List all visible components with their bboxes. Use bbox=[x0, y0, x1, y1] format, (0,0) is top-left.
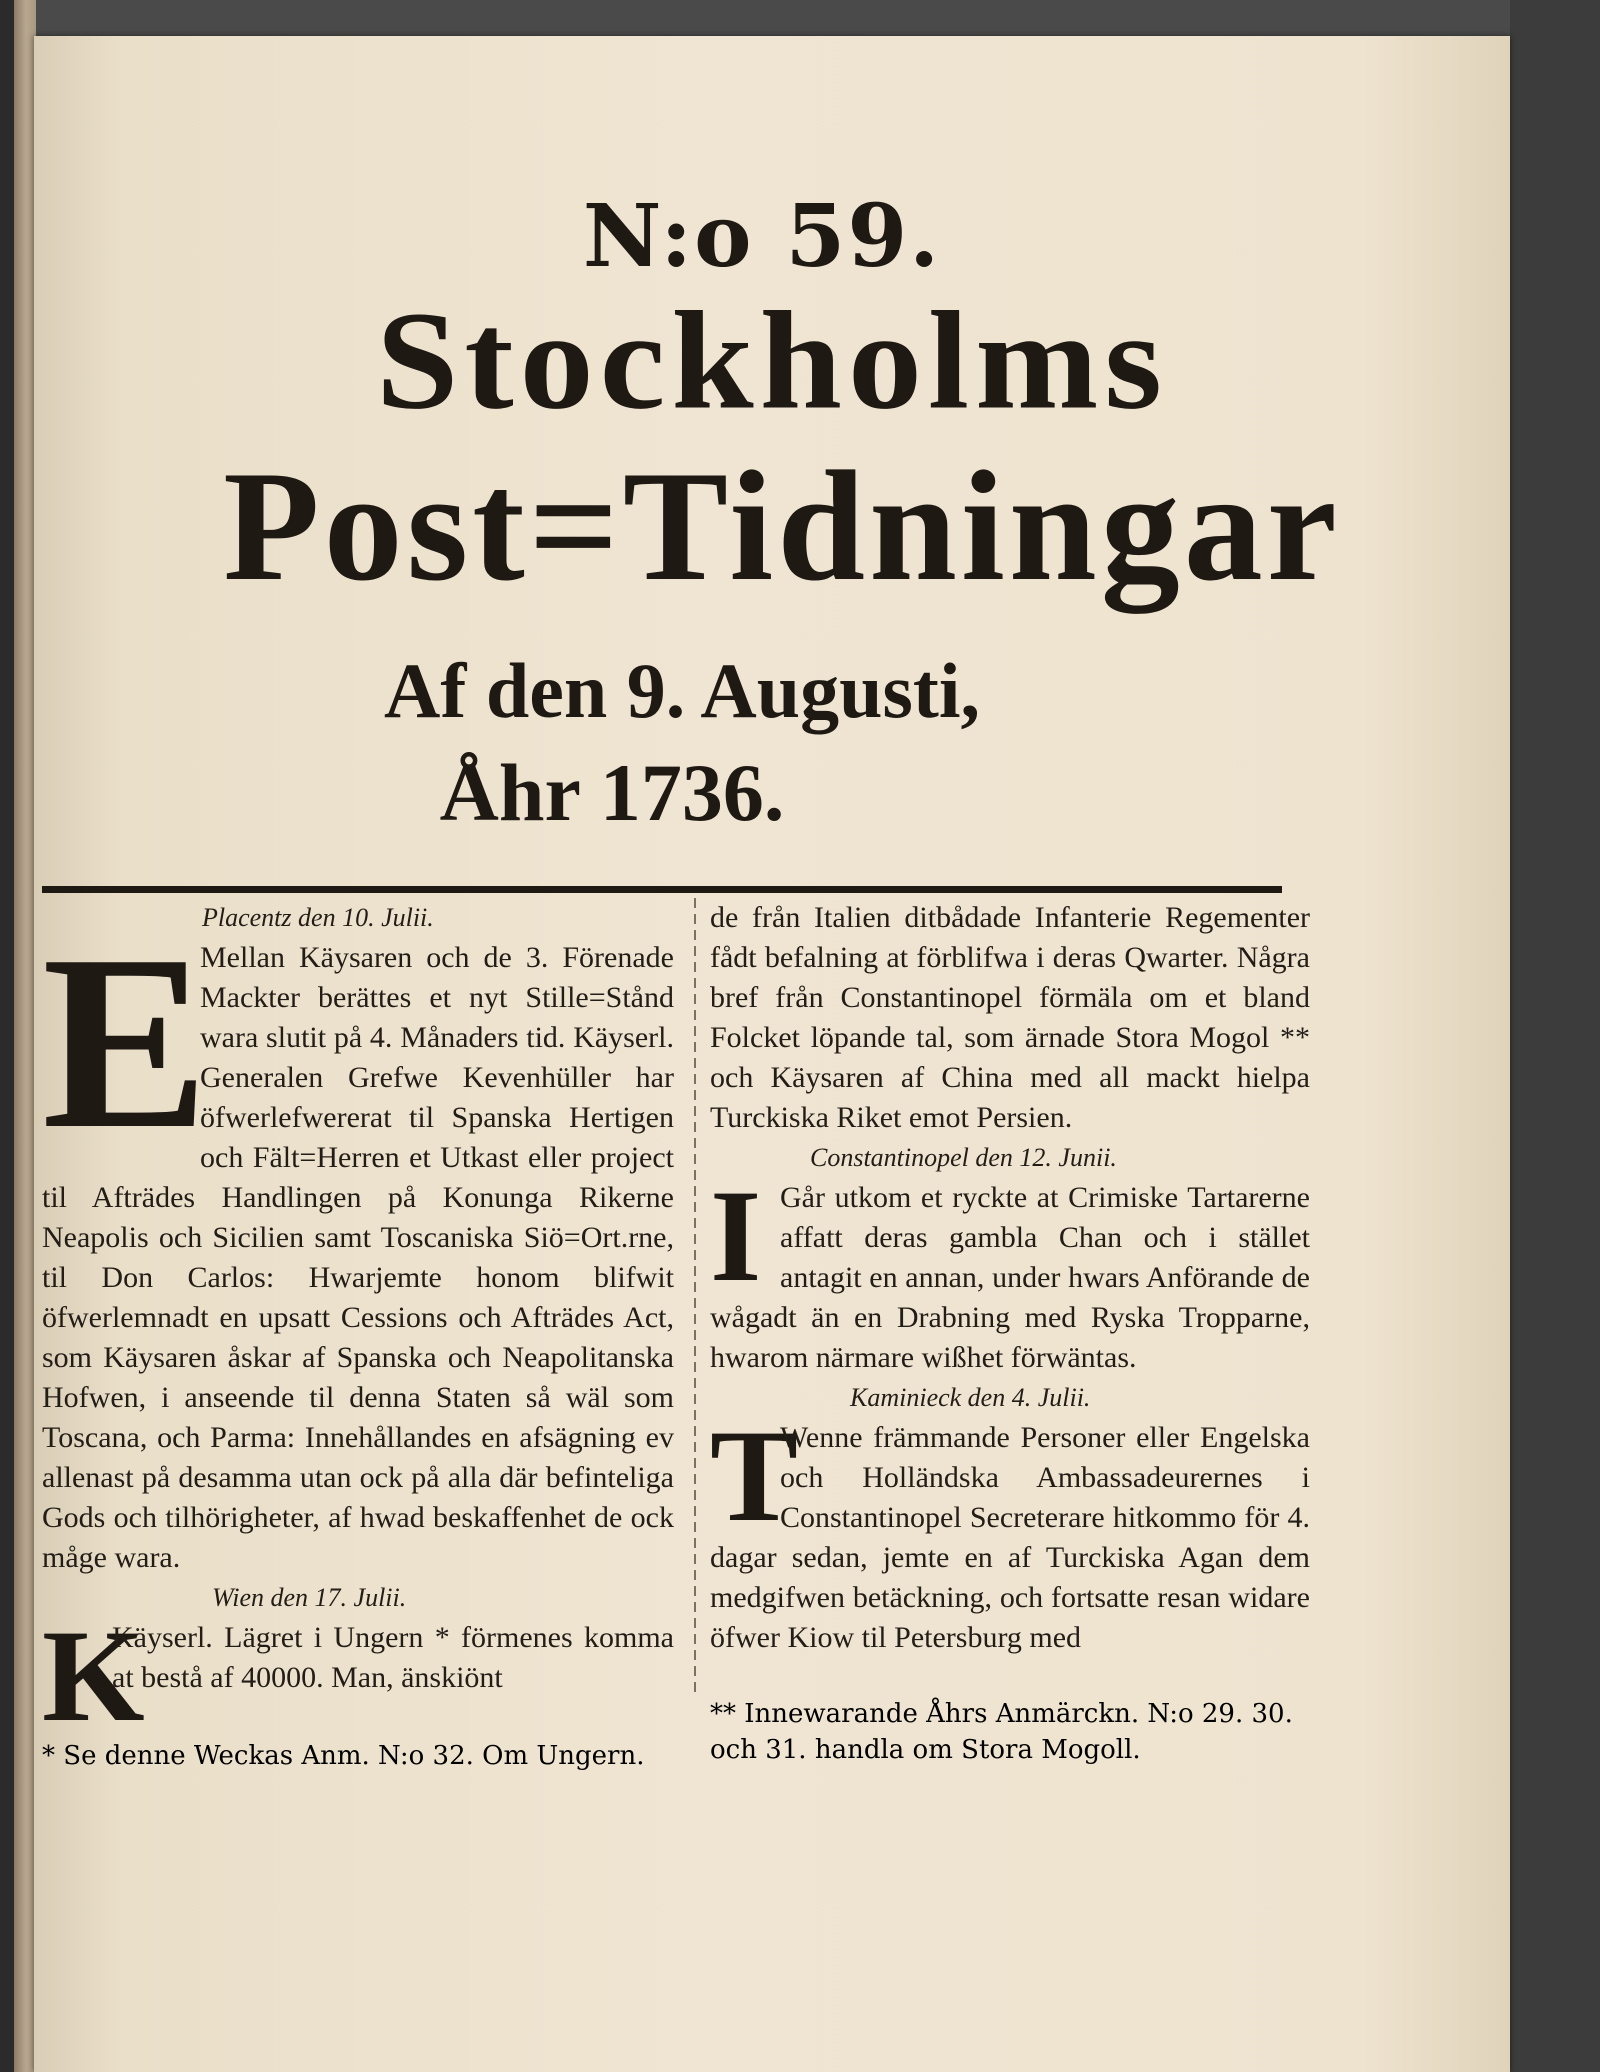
article-wien-text: Käyserl. Lägret i Ungern * förmenes komma at bestå af 40000. Man, änskiönt bbox=[112, 1621, 674, 1694]
scan-border-left bbox=[0, 0, 14, 2072]
column-left bbox=[42, 898, 674, 1749]
masthead-rule bbox=[42, 886, 1282, 893]
article-dateline-wien: Wien den 17. Julii. bbox=[212, 1583, 407, 1612]
issue-date: Af den 9. Augusti, bbox=[384, 647, 980, 734]
article-constantinopel-text: Går utkom et ryckte at Crimiske Tartarerne affatt deras gambla Chan och i stället antagit en annan, under hwars Anförande de wågadt än en Drabning med Ryska Tropparne, hwarom närmare wißhet förwäntas. bbox=[710, 1181, 1310, 1374]
article-dateline-constantinopel: Constantinopel den 12. Junii. bbox=[810, 1143, 1117, 1172]
article-placentz-text: Mellan Käysaren och de 3. Förenade Mackter berättes et nyt Stille=Stånd wara slutit på 4. Månaders tid. Käyserl. Generalen Grefwe Kevenhüller har öfwerlefwererat til Spanska Hertigen och Fält=Herren et Utkast eller project til Afträdes Handlingen på Konunga Rikerne Neapolis och Sicilien samt Toscaniska Siö=Ort.rne, til Don Carlos: Hwarjemte honom blifwit öfwerlemnadt en upsatt Cessions och Afträdes Act, som Käysaren åskar af Spanska och Neapolitanska Hofwen, i anseende til denna Staten så wäl som Toscana, och Parma: Innehållandes en afsägning ev allenast på desamma utan ock på alla där befinteliga Gods och tilhörigheter, af hwad beskaffenhet de ock måge wara. bbox=[42, 941, 674, 1574]
issue-year: Åhr 1736. bbox=[439, 747, 785, 838]
masthead-title-line2: Post=Tidningar bbox=[223, 439, 1341, 614]
column-divider bbox=[694, 898, 696, 1698]
masthead-title-line1: Stockholms bbox=[376, 283, 1168, 439]
article-kaminieck bbox=[710, 1402, 1310, 1658]
article-kaminieck-text: Wenne främmande Personer eller Engelska och Holländska Ambassadeurernes i Constantinopel Secreterare hitkommo för 4. dagar sedan, jemte en af Turckiska Agan dem medgifwen betäckning, och fortsatte resan widare öfwer Kiow til Petersburg med bbox=[710, 1421, 1310, 1654]
facing-page-edge bbox=[14, 0, 36, 2072]
article-wien-continued: de från Italien ditbådade Infanterie Regementer fådt befalning at förblifwa i deras Qwarter. Några bref från Constantinopel förmäla om et bland Folcket löpande tal, som ärnade Stora Mogol ** och Käysaren af China med all mackt hielpa Turckiska Riket emot Persien. bbox=[710, 901, 1310, 1134]
drop-cap-k: K bbox=[42, 1602, 145, 1749]
article-wien bbox=[42, 1602, 674, 1749]
footnote-right bbox=[710, 1696, 1330, 1768]
footnote-left-text: * Se denne Weckas Anm. N:o 32. Om Ungern. bbox=[42, 1741, 645, 1771]
newspaper-page bbox=[34, 36, 1510, 2072]
issue-number: N:o 59. bbox=[582, 186, 942, 287]
scan-border-right bbox=[1510, 0, 1600, 2072]
drop-cap-e: E bbox=[42, 904, 209, 1181]
article-constantinopel bbox=[710, 1162, 1310, 1378]
article-dateline-kaminieck: Kaminieck den 4. Julii. bbox=[850, 1383, 1091, 1412]
article-dateline-placentz: Placentz den 10. Julii. bbox=[202, 903, 434, 932]
footnote-right-text: ** Innewarande Åhrs Anmärckn. N:o 29. 30. och 31. handla om Stora Mogoll. bbox=[710, 1699, 1293, 1765]
column-right bbox=[710, 898, 1310, 1658]
footnote-left bbox=[42, 1738, 682, 1774]
drop-cap-i: I bbox=[710, 1162, 762, 1309]
drop-cap-t: T bbox=[710, 1402, 799, 1549]
